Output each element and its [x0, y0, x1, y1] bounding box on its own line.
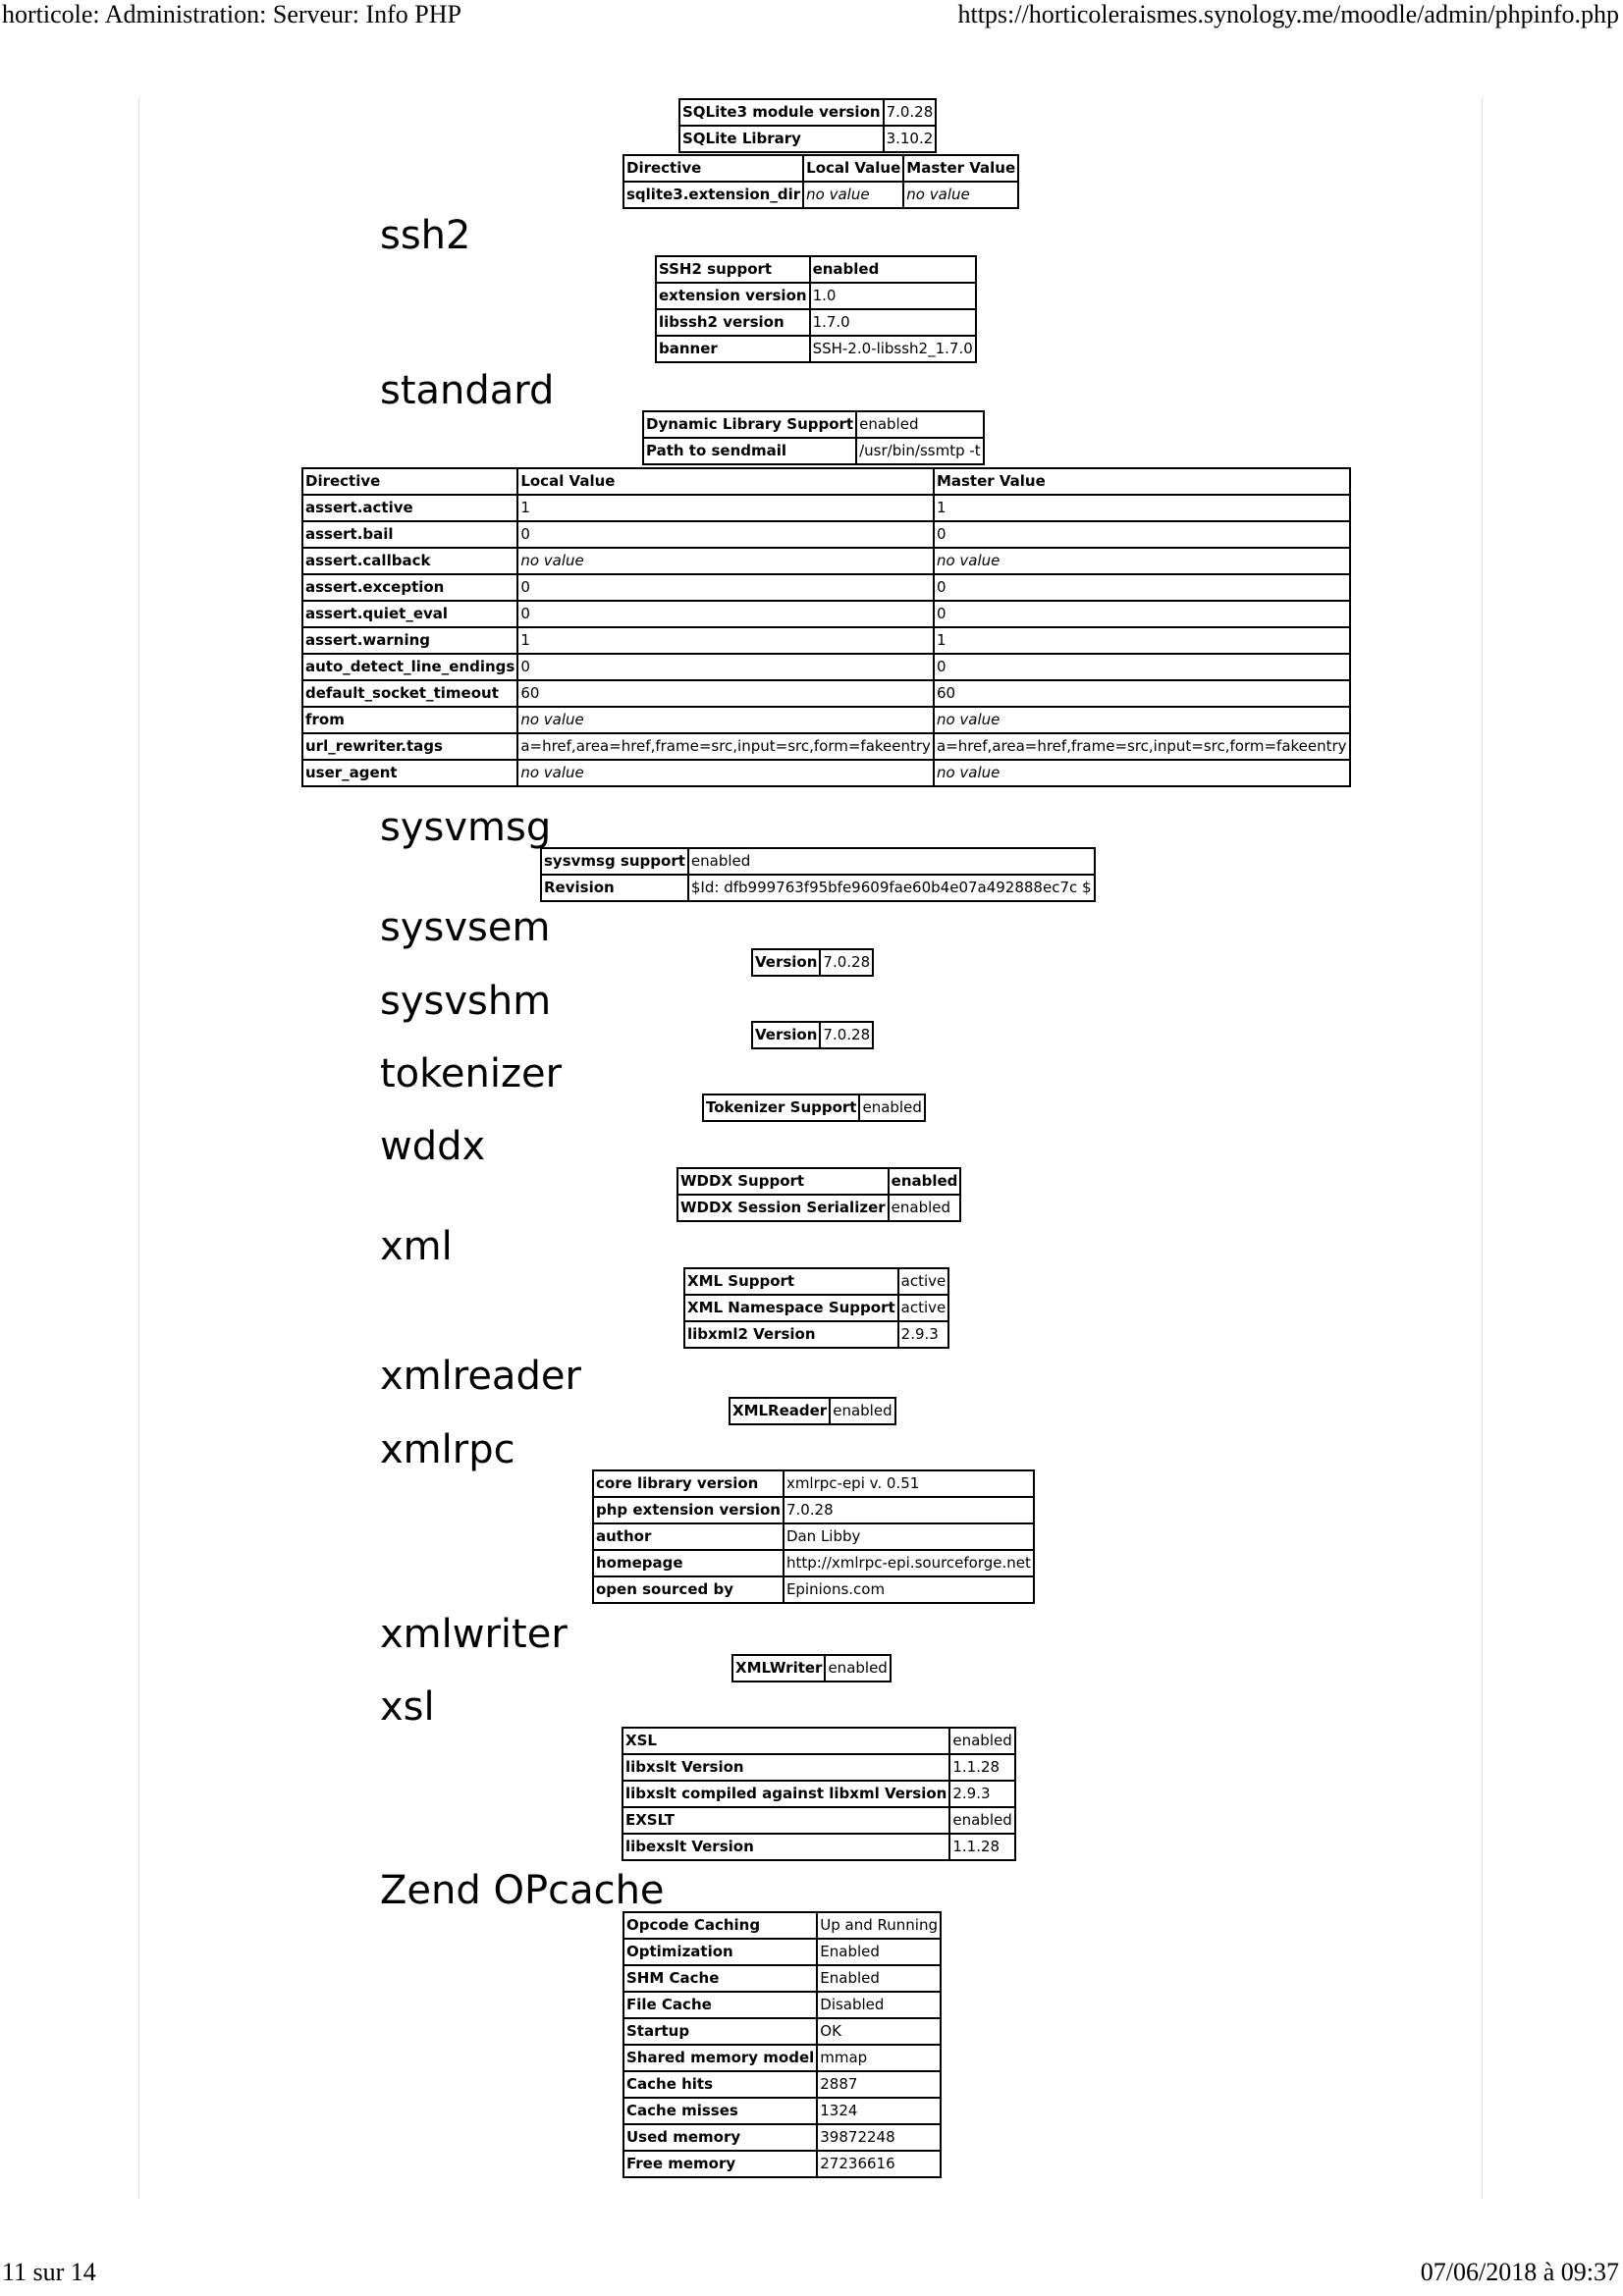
table-row — [302, 601, 1350, 627]
table-row — [623, 2098, 941, 2124]
page-header-url: https://horticoleraismes.synology.me/moodle/admin/phpinfo.php — [957, 0, 1619, 28]
table-row — [656, 309, 976, 336]
opcache-table — [622, 1911, 942, 2178]
row-value-cell: 0 — [934, 574, 1350, 601]
row-label-cell: core library version — [593, 1470, 784, 1497]
row-value-cell: active — [898, 1268, 949, 1295]
sysvshm-table — [751, 1021, 874, 1049]
row-value-cell: 7.0.28 — [820, 1022, 873, 1048]
row-label-cell: open sourced by — [593, 1576, 784, 1603]
row-label-cell: libxslt Version — [622, 1754, 949, 1781]
row-label-cell: libxslt compiled against libxml Version — [622, 1781, 949, 1807]
table-row — [684, 1268, 948, 1295]
row-label-cell: SQLite Library — [679, 126, 884, 152]
row-label-cell: Cache hits — [623, 2071, 817, 2098]
section-title-xml: xml — [380, 1224, 453, 1269]
table-row — [541, 848, 1095, 875]
row-value-cell: no value — [934, 548, 1350, 574]
row-label-cell: url_rewriter.tags — [302, 733, 517, 760]
row-label-cell: default_socket_timeout — [302, 680, 517, 707]
row-value-cell: 0 — [934, 521, 1350, 548]
row-value-cell: no value — [517, 707, 934, 733]
row-value-cell: 1 — [934, 495, 1350, 521]
row-label-cell: sysvmsg support — [541, 848, 688, 875]
row-value-cell: enabled — [949, 1807, 1014, 1834]
row-label-cell: banner — [656, 336, 810, 362]
page-footer-datetime: 07/06/2018 à 09:37 — [1420, 2258, 1619, 2286]
row-label-cell: Cache misses — [623, 2098, 817, 2124]
row-label-cell: EXSLT — [622, 1807, 949, 1834]
table-row — [643, 411, 984, 438]
left-margin-line — [138, 98, 139, 2199]
row-label-cell: Revision — [541, 875, 688, 901]
table-row — [684, 1321, 948, 1348]
ssh2-table — [655, 255, 977, 363]
row-value-cell: 7.0.28 — [820, 949, 873, 976]
table-header-cell: Local Value — [803, 155, 903, 182]
xmlwriter-table — [731, 1654, 892, 1682]
section-title-xmlwriter: xmlwriter — [380, 1612, 568, 1657]
table-row — [679, 126, 936, 152]
table-row — [656, 283, 976, 309]
page-footer-page-number: 11 sur 14 — [2, 2258, 96, 2286]
row-value-cell: mmap — [817, 2045, 941, 2071]
row-value-cell: enabled — [688, 848, 1095, 875]
row-label-cell: Free memory — [623, 2151, 817, 2177]
row-label-cell: libexslt Version — [622, 1834, 949, 1860]
row-value-cell: 3.10.2 — [884, 126, 937, 152]
row-value-cell: enabled — [889, 1168, 961, 1195]
table-row — [302, 521, 1350, 548]
row-value-cell: Up and Running — [817, 1912, 941, 1939]
table-row — [623, 2124, 941, 2151]
row-value-cell: 1 — [934, 627, 1350, 654]
row-label-cell: File Cache — [623, 1992, 817, 2018]
row-label-cell: sqlite3.extension_dir — [623, 182, 803, 208]
wddx-table — [676, 1167, 961, 1222]
section-title-standard: standard — [380, 368, 555, 413]
row-value-cell: 60 — [517, 680, 934, 707]
table-row — [623, 2151, 941, 2177]
row-label-cell: XMLWriter — [732, 1655, 825, 1682]
row-value-cell: /usr/bin/ssmtp -t — [856, 438, 984, 464]
row-value-cell: 1 — [517, 627, 934, 654]
row-label-cell: Optimization — [623, 1939, 817, 1965]
row-label-cell: Path to sendmail — [643, 438, 856, 464]
row-label-cell: auto_detect_line_endings — [302, 654, 517, 680]
table-row — [593, 1497, 1034, 1523]
row-value-cell: enabled — [859, 1095, 924, 1121]
table-header-cell: Master Value — [903, 155, 1018, 182]
sqlite-directive-table — [622, 154, 1019, 209]
row-label-cell: author — [593, 1523, 784, 1550]
row-value-cell: SSH-2.0-libssh2_1.7.0 — [810, 336, 976, 362]
row-value-cell: 1324 — [817, 2098, 941, 2124]
sysvmsg-table — [540, 847, 1096, 902]
table-row — [593, 1523, 1034, 1550]
row-value-cell: no value — [803, 182, 903, 208]
table-row — [623, 1939, 941, 1965]
row-label-cell: assert.warning — [302, 627, 517, 654]
table-header-row — [302, 468, 1350, 495]
table-row — [752, 949, 873, 976]
row-value-cell: 7.0.28 — [784, 1497, 1034, 1523]
row-value-cell: 7.0.28 — [884, 99, 937, 126]
row-value-cell: no value — [903, 182, 1018, 208]
row-label-cell: XML Namespace Support — [684, 1295, 898, 1321]
row-value-cell: 0 — [517, 521, 934, 548]
table-row — [302, 548, 1350, 574]
section-title-xmlrpc: xmlrpc — [380, 1427, 515, 1472]
row-label-cell: SQLite3 module version — [679, 99, 884, 126]
row-label-cell: extension version — [656, 283, 810, 309]
table-row — [302, 760, 1350, 786]
xml-table — [683, 1267, 949, 1349]
row-label-cell: from — [302, 707, 517, 733]
table-row — [623, 1912, 941, 1939]
table-row — [622, 1781, 1015, 1807]
row-value-cell: a=href,area=href,frame=src,input=src,form=fakeentry — [934, 733, 1350, 760]
row-value-cell: 0 — [934, 654, 1350, 680]
table-row — [656, 336, 976, 362]
row-label-cell: user_agent — [302, 760, 517, 786]
row-label-cell: assert.bail — [302, 521, 517, 548]
row-label-cell: Version — [752, 1022, 820, 1048]
row-value-cell: 60 — [934, 680, 1350, 707]
row-value-cell: 27236616 — [817, 2151, 941, 2177]
row-value-cell: enabled — [856, 411, 984, 438]
row-value-cell: 0 — [517, 574, 934, 601]
table-header-cell: Local Value — [517, 468, 934, 495]
table-row — [622, 1728, 1015, 1754]
row-value-cell: no value — [517, 760, 934, 786]
row-label-cell: Used memory — [623, 2124, 817, 2151]
row-label-cell: Dynamic Library Support — [643, 411, 856, 438]
row-value-cell: 39872248 — [817, 2124, 941, 2151]
row-value-cell: enabled — [949, 1728, 1014, 1754]
table-row — [302, 495, 1350, 521]
table-row — [302, 654, 1350, 680]
table-row — [623, 182, 1018, 208]
table-row — [622, 1807, 1015, 1834]
sqlite-info-table — [678, 98, 937, 153]
row-label-cell: SHM Cache — [623, 1965, 817, 1992]
table-row — [623, 1965, 941, 1992]
table-row — [730, 1398, 895, 1424]
row-label-cell: assert.exception — [302, 574, 517, 601]
sysvsem-table — [751, 948, 874, 977]
row-label-cell: XSL — [622, 1728, 949, 1754]
row-label-cell: WDDX Session Serializer — [677, 1195, 889, 1221]
row-value-cell: $Id: dfb999763f95bfe9609fae60b4e07a492888ec7c $ — [688, 875, 1095, 901]
section-title-xsl: xsl — [380, 1684, 435, 1730]
row-value-cell: 0 — [517, 601, 934, 627]
section-title-zend-opcache: Zend OPcache — [380, 1868, 665, 1913]
table-row — [623, 2018, 941, 2045]
right-margin-line — [1482, 98, 1483, 2199]
table-row — [622, 1754, 1015, 1781]
standard-info-table — [642, 410, 985, 465]
row-value-cell: Epinions.com — [784, 1576, 1034, 1603]
table-row — [643, 438, 984, 464]
table-header-cell: Master Value — [934, 468, 1350, 495]
row-label-cell: Version — [752, 949, 820, 976]
row-value-cell: http://xmlrpc-epi.sourceforge.net — [784, 1550, 1034, 1576]
xmlreader-table — [729, 1397, 896, 1425]
table-row — [593, 1576, 1034, 1603]
table-row — [677, 1195, 960, 1221]
table-row — [302, 707, 1350, 733]
table-header-row — [623, 155, 1018, 182]
row-value-cell: enabled — [889, 1195, 961, 1221]
table-row — [541, 875, 1095, 901]
table-row — [593, 1550, 1034, 1576]
section-title-sysvmsg: sysvmsg — [380, 805, 552, 850]
row-label-cell: SSH2 support — [656, 256, 810, 283]
row-value-cell: 2887 — [817, 2071, 941, 2098]
table-row — [302, 627, 1350, 654]
row-value-cell: xmlrpc-epi v. 0.51 — [784, 1470, 1034, 1497]
table-row — [684, 1295, 948, 1321]
standard-directive-table — [301, 467, 1351, 787]
table-row — [679, 99, 936, 126]
row-value-cell: Dan Libby — [784, 1523, 1034, 1550]
table-row — [752, 1022, 873, 1048]
row-value-cell: 2.9.3 — [949, 1781, 1014, 1807]
table-row — [623, 2045, 941, 2071]
table-row — [622, 1834, 1015, 1860]
row-value-cell: enabled — [810, 256, 976, 283]
row-label-cell: php extension version — [593, 1497, 784, 1523]
table-row — [656, 256, 976, 283]
row-value-cell: 1 — [517, 495, 934, 521]
row-value-cell: a=href,area=href,frame=src,input=src,form=fakeentry — [517, 733, 934, 760]
row-value-cell: 1.1.28 — [949, 1754, 1014, 1781]
page-header-title: horticole: Administration: Serveur: Info PHP — [2, 0, 461, 28]
table-row — [593, 1470, 1034, 1497]
row-value-cell: no value — [934, 707, 1350, 733]
table-row — [302, 733, 1350, 760]
row-value-cell: 1.0 — [810, 283, 976, 309]
row-label-cell: Tokenizer Support — [703, 1095, 859, 1121]
row-value-cell: 1.1.28 — [949, 1834, 1014, 1860]
row-value-cell: 1.7.0 — [810, 309, 976, 336]
row-value-cell: Enabled — [817, 1965, 941, 1992]
row-label-cell: Opcode Caching — [623, 1912, 817, 1939]
table-row — [302, 574, 1350, 601]
table-header-cell: Directive — [302, 468, 517, 495]
row-label-cell: XMLReader — [730, 1398, 830, 1424]
table-row — [623, 2071, 941, 2098]
table-header-cell: Directive — [623, 155, 803, 182]
xmlrpc-table — [592, 1469, 1035, 1604]
section-title-sysvsem: sysvsem — [380, 905, 551, 950]
section-title-sysvshm: sysvshm — [380, 979, 552, 1024]
row-value-cell: enabled — [830, 1398, 894, 1424]
row-label-cell: assert.callback — [302, 548, 517, 574]
table-row — [623, 1992, 941, 2018]
row-value-cell: OK — [817, 2018, 941, 2045]
row-label-cell: WDDX Support — [677, 1168, 889, 1195]
row-value-cell: no value — [934, 760, 1350, 786]
section-title-xmlreader: xmlreader — [380, 1354, 581, 1399]
row-label-cell: assert.quiet_eval — [302, 601, 517, 627]
row-value-cell: enabled — [825, 1655, 890, 1682]
row-label-cell: Startup — [623, 2018, 817, 2045]
row-label-cell: homepage — [593, 1550, 784, 1576]
row-value-cell: Enabled — [817, 1939, 941, 1965]
row-value-cell: Disabled — [817, 1992, 941, 2018]
section-title-wddx: wddx — [380, 1124, 486, 1169]
row-value-cell: 0 — [934, 601, 1350, 627]
table-row — [302, 680, 1350, 707]
table-row — [677, 1168, 960, 1195]
row-label-cell: Shared memory model — [623, 2045, 817, 2071]
row-label-cell: XML Support — [684, 1268, 898, 1295]
tokenizer-table — [702, 1094, 926, 1122]
section-title-ssh2: ssh2 — [380, 213, 471, 258]
row-value-cell: 2.9.3 — [898, 1321, 949, 1348]
row-value-cell: 0 — [517, 654, 934, 680]
xsl-table — [622, 1727, 1016, 1861]
table-row — [732, 1655, 891, 1682]
row-label-cell: libssh2 version — [656, 309, 810, 336]
section-title-tokenizer: tokenizer — [380, 1051, 563, 1096]
table-row — [703, 1095, 925, 1121]
row-value-cell: active — [898, 1295, 949, 1321]
row-value-cell: no value — [517, 548, 934, 574]
row-label-cell: assert.active — [302, 495, 517, 521]
row-label-cell: libxml2 Version — [684, 1321, 898, 1348]
